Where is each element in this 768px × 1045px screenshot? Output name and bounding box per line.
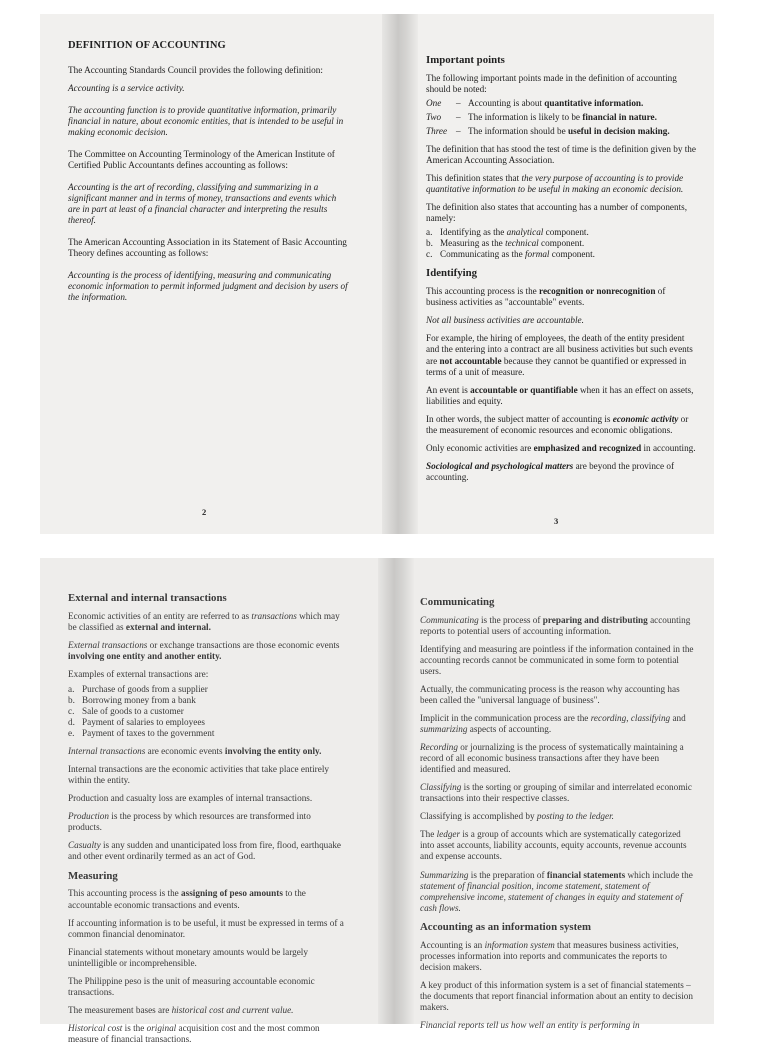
bold-span: recognition or nonrecognition	[539, 286, 656, 297]
production-paragraph	[68, 811, 344, 833]
list-item	[68, 717, 344, 728]
test-of-time-text: The definition that has stood the test of time is the definition given by the American Accounting Association.	[426, 144, 696, 166]
italic-span: recording	[590, 713, 627, 724]
component-suffix: component.	[549, 249, 595, 260]
internal-paragraph: Production and casualty loss are examples of internal transactions.	[68, 793, 313, 804]
components-list	[426, 227, 698, 260]
italic-span: Recording	[420, 742, 458, 753]
components-intro: The definition also states that accounting has a number of components, namely:	[426, 202, 688, 224]
text-span: Economic activities of an entity are referred to as	[68, 610, 252, 621]
important-intro: The following important points made in the definition of accounting should be noted:	[426, 72, 677, 94]
identifying-paragraph	[426, 333, 698, 377]
list-marker: a.	[426, 227, 433, 238]
bold-span: financial statements	[546, 869, 626, 880]
italic-span: Classifying	[420, 782, 462, 793]
component-text: Identifying as the	[440, 227, 507, 238]
page-title: DEFINITION OF ACCOUNTING	[68, 40, 226, 51]
measuring-paragraph: If accounting information is to be useful, it must be expressed in terms of a common financial denominator.	[68, 917, 344, 939]
point-item: Three – The information should be useful in decision making.	[426, 126, 670, 137]
text-span: is the	[122, 1022, 147, 1033]
text-span: accounting reports to potential users of accounting information.	[420, 614, 691, 636]
identifying-paragraph	[426, 461, 698, 483]
point-text: The information should be	[468, 126, 569, 137]
list-text: Payment of taxes to the government	[82, 728, 215, 739]
italic-span: posting to the ledger.	[536, 811, 614, 822]
purpose-lead: This definition states that	[426, 173, 522, 184]
identifying-paragraph	[426, 286, 698, 308]
text-span: In other words, the subject matter of accounting is	[426, 413, 613, 424]
external-internal-heading: External and internal transactions	[68, 592, 227, 604]
text-span: is the sorting or grouping of similar and interrelated economic transactions into their respective classes.	[420, 782, 693, 804]
text-span: ,	[626, 713, 631, 724]
classifying-paragraph	[420, 811, 696, 822]
asc-definition-2: The accounting function is to provide quantitative information, primarily financial in nature, about economic entities, that is intended to be useful in making economic decision.	[68, 104, 344, 137]
identifying-paragraph	[426, 385, 698, 407]
top-page-spread	[40, 14, 714, 534]
point-label: Three	[426, 126, 448, 137]
italic-span: Internal transactions	[68, 746, 146, 757]
measuring-heading: Measuring	[68, 869, 118, 882]
text-span: Implicit in the communication process are the	[420, 713, 591, 724]
point-label: Two	[426, 112, 442, 123]
information-system-paragraph	[420, 940, 696, 973]
text-span: This accounting process is the	[68, 888, 182, 899]
book-gutter	[382, 14, 418, 534]
transactions-paragraph	[68, 611, 344, 633]
important-points-list	[426, 98, 698, 137]
book-gutter	[378, 558, 414, 1024]
point-text: The information is likely to be	[468, 112, 583, 123]
aicpa-intro: The Committee on Accounting Terminology of the American Institute of Certified Public Accountants defines accounting as follows:	[68, 148, 335, 170]
communicating-paragraph: Actually, the communicating process is the reason why accounting has been called the "universal language of business".	[420, 684, 680, 706]
italic-span: information system	[484, 939, 555, 950]
bold-span: involving one entity and another entity.	[68, 651, 222, 662]
text-span: is the process by which resources are transformed into products.	[68, 811, 311, 833]
aaa-intro: The American Accounting Association in its Statement of Basic Accounting Theory defines accounting as follows:	[68, 236, 347, 258]
italic-span: ledger	[436, 829, 461, 840]
bottom-page-spread	[40, 558, 714, 1044]
italic-span: Sociological and psychological matters	[426, 460, 574, 471]
examples-intro: Examples of external transactions are:	[68, 669, 209, 680]
point-emphasis: financial in nature.	[582, 112, 657, 123]
component-suffix: component.	[543, 227, 589, 238]
text-span: because they cannot be quantified or expressed in terms of a unit of measure.	[426, 355, 687, 377]
identifying-paragraph	[426, 443, 698, 454]
component-emphasis: formal	[524, 249, 550, 260]
component-emphasis: analytical	[506, 227, 544, 238]
list-marker: a.	[68, 684, 75, 695]
list-text: Payment of salaries to employees	[82, 717, 205, 728]
information-system-paragraph: Financial reports tell us how well an entity is performing in	[420, 1019, 640, 1030]
list-item	[426, 238, 698, 249]
communicating-paragraph	[420, 615, 696, 637]
text-span: The	[420, 829, 437, 840]
asc-definition-1: Accounting is a service activity.	[68, 82, 185, 93]
text-span: are economic events	[145, 746, 225, 757]
text-span: This accounting process is the	[426, 286, 540, 297]
italic-span: historical cost and current value.	[171, 1004, 294, 1015]
bold-span: emphasized and recognized	[533, 442, 642, 453]
list-text: Purchase of goods from a supplier	[82, 684, 208, 695]
important-points-heading: Important points	[426, 54, 505, 66]
page-number: 3	[554, 516, 559, 526]
text-span: in accounting.	[641, 442, 696, 453]
italic-span: Casualty	[68, 840, 101, 851]
information-system-paragraph: A key product of this information system is a set of financial statements – the documents that report financial information about an entity to decision makers.	[420, 979, 693, 1012]
list-marker: c.	[68, 706, 75, 717]
internal-paragraph: Internal transactions are the economic activities that take place entirely within the entity.	[68, 764, 329, 786]
text-span: which include the	[625, 869, 693, 880]
text-span: are beyond the province of accounting.	[426, 460, 675, 482]
list-item	[68, 706, 344, 717]
italic-span: Production	[68, 811, 109, 822]
communicating-paragraph: Identifying and measuring are pointless if the information contained in the accounting records cannot be communicated in some form to potential users.	[420, 644, 694, 677]
component-text: Measuring as the	[440, 238, 506, 249]
bold-span: accountable or quantifiable	[470, 384, 578, 395]
italic-span: economic activity	[612, 413, 679, 424]
bold-span: assigning of peso amounts	[181, 888, 283, 899]
italic-span: transactions	[251, 610, 297, 621]
list-text: Sale of goods to a customer	[82, 706, 184, 717]
recording-paragraph	[420, 742, 696, 775]
page-number: 2	[202, 507, 207, 517]
text-span: Classifying is accomplished by	[420, 811, 537, 822]
casualty-paragraph	[68, 840, 344, 862]
external-paragraph	[68, 640, 344, 662]
text-span: An event is	[426, 384, 471, 395]
list-item	[426, 227, 698, 238]
bold-span: preparing and distributing	[542, 614, 648, 625]
text-span: is any sudden and unanticipated loss from fire, flood, earthquake and other event ordinarily termed as an act of God.	[68, 840, 342, 862]
communicating-heading: Communicating	[420, 596, 495, 608]
page-2	[68, 14, 350, 534]
list-item	[68, 695, 344, 706]
identifying-heading: Identifying	[426, 267, 477, 280]
text-span: is a group of accounts which are systematically categorized into asset accounts, liability accounts, equity accounts, revenue accounts and expense accounts.	[420, 829, 687, 862]
italic-span: Communicating	[420, 614, 479, 625]
italic-span: statement of financial position, income statement, statement of comprehensive income, statement of changes in equity and statement of cash flows.	[420, 880, 683, 913]
page-5	[420, 558, 696, 1030]
italic-span: External transactions	[68, 640, 148, 651]
text-span: that measures business activities, processes information into reports and communicates the reports to decision makers.	[420, 939, 679, 972]
measuring-paragraph	[68, 1005, 344, 1016]
point-text: Accounting is about	[468, 98, 545, 109]
bold-span: not accountable	[439, 355, 502, 366]
text-span: Accounting is an	[420, 939, 485, 950]
ledger-paragraph	[420, 829, 696, 862]
internal-paragraph	[68, 746, 344, 757]
italic-span: original	[146, 1022, 177, 1033]
italic-span: classifying	[630, 713, 671, 724]
point-emphasis: useful in decision making.	[568, 126, 670, 137]
classifying-paragraph	[420, 782, 696, 804]
text-span: or journalizing is the process of systematically maintaining a record of all economic business transactions after they have been identified and measured.	[420, 742, 684, 775]
component-emphasis: technical	[505, 238, 539, 249]
list-item	[68, 728, 344, 739]
asc-intro: The Accounting Standards Council provides the following definition:	[68, 64, 323, 75]
text-span: For example, the hiring of employees, the death of the entity president and the entering into a contract are all business activities but such events are	[426, 333, 693, 366]
text-span: aspects of accounting.	[467, 724, 552, 735]
italic-span: summarizing	[420, 724, 468, 735]
identifying-paragraph	[426, 414, 698, 436]
text-span: to the accountable economic transactions and events.	[68, 888, 306, 910]
list-marker: e.	[68, 728, 75, 739]
text-span: is the process of	[478, 614, 543, 625]
communicating-paragraph	[420, 713, 696, 735]
point-item: One – Accounting is about quantitative information.	[426, 98, 644, 109]
point-label: One	[426, 98, 442, 109]
information-system-heading: Accounting as an information system	[420, 920, 591, 933]
text-span: The measurement bases are	[68, 1004, 172, 1015]
bold-span: external and internal.	[125, 621, 211, 632]
measuring-paragraph	[68, 888, 344, 910]
summarizing-paragraph	[420, 870, 696, 914]
text-span: or exchange transactions are those economic events	[147, 640, 340, 651]
point-emphasis: quantitative information.	[544, 98, 644, 109]
text-span: is the preparation of	[468, 869, 547, 880]
list-item	[68, 684, 344, 695]
point-item: Two – The information is likely to be financial in nature.	[426, 112, 657, 123]
measuring-paragraph: Financial statements without monetary amounts would be largely unintelligible or incomprehensible.	[68, 946, 308, 968]
text-span: and	[670, 713, 686, 724]
italic-span: Historical cost	[68, 1022, 123, 1033]
measuring-paragraph: The Philippine peso is the unit of measuring accountable economic transactions.	[68, 975, 315, 997]
list-marker: b.	[68, 695, 75, 706]
page-4	[68, 558, 344, 1044]
component-text: Communicating as the	[440, 249, 525, 260]
list-text: Borrowing money from a bank	[82, 695, 196, 706]
identifying-paragraph: Not all business activities are accountable.	[426, 315, 584, 326]
text-span: or the measurement of economic resources and economic obligations.	[426, 413, 689, 435]
list-item	[426, 249, 698, 260]
purpose-emphasis: the very purpose of accounting is to provide quantitative information to be useful in making an economic decision.	[426, 173, 684, 195]
list-marker: c.	[426, 249, 433, 260]
text-span: of business activities as "accountable" events.	[426, 286, 666, 308]
text-span: Only economic activities are	[426, 442, 534, 453]
text-span: when it has an effect on assets, liabilities and equity.	[426, 384, 694, 406]
examples-list	[68, 684, 344, 739]
text-span: which may be classified as	[68, 610, 340, 632]
bold-span: involving the entity only.	[224, 746, 322, 757]
italic-span: Summarizing	[420, 869, 469, 880]
list-marker: d.	[68, 717, 75, 728]
purpose-text	[426, 173, 698, 195]
list-marker: b.	[426, 238, 433, 249]
page-3	[426, 14, 698, 534]
measuring-paragraph	[68, 1023, 344, 1045]
aaa-definition: Accounting is the process of identifying, measuring and communicating economic information to permit informed judgment and decision by users of the information.	[68, 270, 348, 303]
aicpa-definition: Accounting is the art of recording, classifying and summarizing in a significant manner and in terms of money, transactions and events which are in part at least of a financial character and interpreting the results thereof.	[68, 181, 337, 225]
text-span: acquisition cost and the most common measure of financial transactions.	[68, 1022, 320, 1044]
component-suffix: component.	[538, 238, 585, 249]
